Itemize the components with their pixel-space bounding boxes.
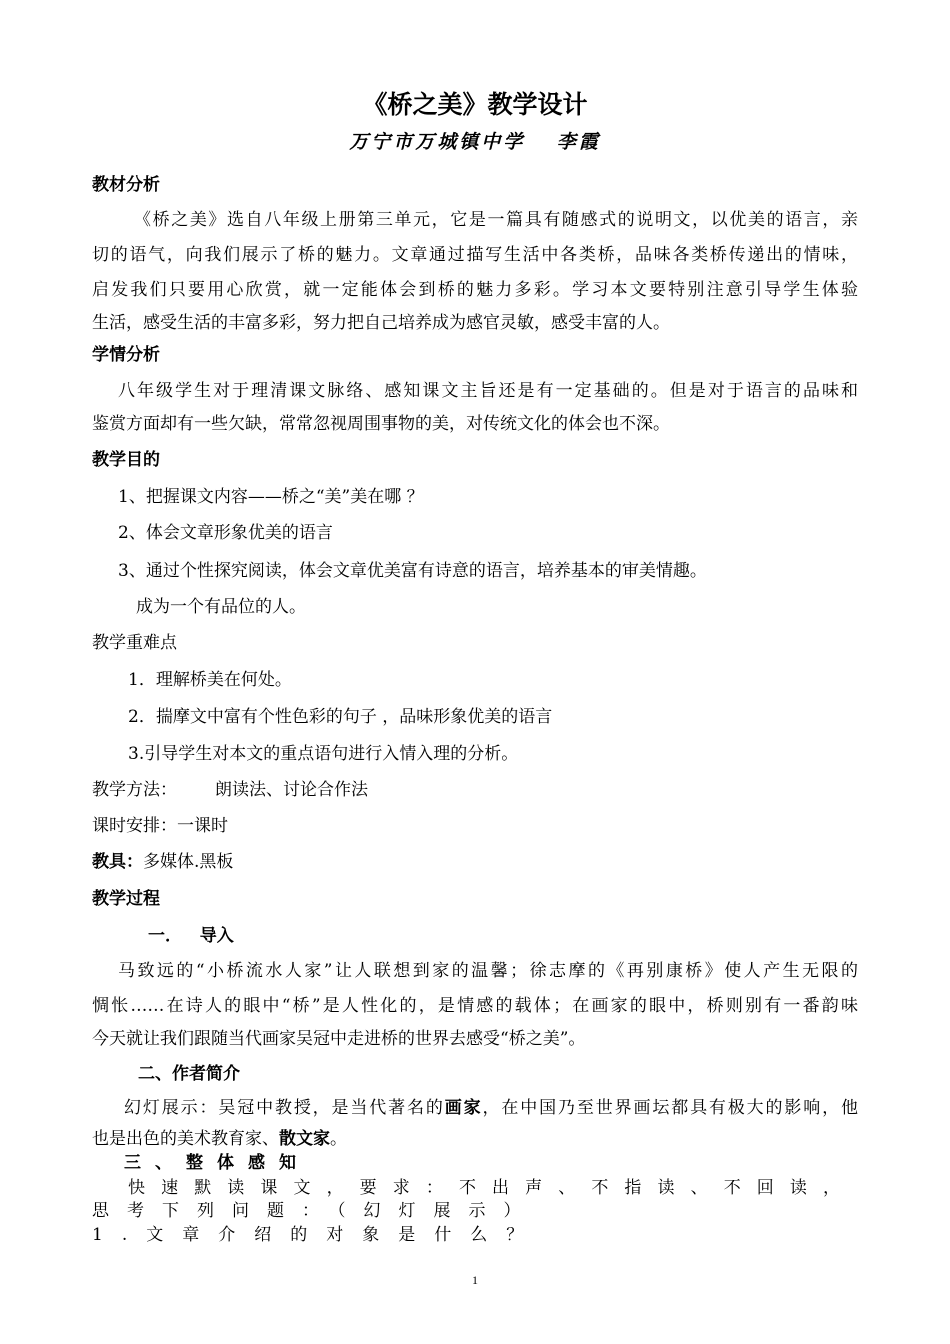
teaching-method-label: 教学方法：	[92, 780, 177, 800]
paragraph-line: 启发我们只要用心欣赏，就一定能体会到桥的魅力多彩。学习本文要特别注意引导学生体验	[92, 280, 858, 300]
paragraph-line: 惆怅……在诗人的眼中“桥”是人性化的，是情感的载体；在画家的眼中，桥则别有一番韵味	[92, 996, 858, 1016]
tools-value: 多媒体.黑板	[143, 852, 234, 872]
key-item: 3.引导学生对本文的重点语句进行入情入理的分析。	[128, 744, 519, 764]
step-heading-intro: 一． 导入	[148, 926, 234, 946]
text-span: 。	[330, 1129, 347, 1149]
teaching-method-row	[92, 777, 862, 803]
goal-item: 2、体会文章形象优美的语言	[118, 523, 333, 543]
key-item: 2．揣摩文中富有个性色彩的句子 ，品味形象优美的语言	[128, 707, 553, 727]
text-span: 幻灯展示：吴冠中教授，是当代著名的	[124, 1098, 445, 1118]
paragraph-line: 《桥之美》选自八年级上册第三单元，它是一篇具有随感式的说明文，以优美的语言，亲	[134, 210, 858, 230]
paragraph-line: 马致远的“小桥流水人家”让人联想到家的温馨；徐志摩的《再别康桥》使人产生无限的	[118, 961, 858, 981]
step-heading-overview: 三、整体感知	[124, 1153, 310, 1173]
teaching-method-value: 朗读法、讨论合作法	[215, 780, 368, 800]
paragraph-line: 快速默读课文，要求：不出声、不指读、不回读，	[128, 1178, 840, 1198]
paragraph-line: 思考下列问题：（幻灯展示）	[92, 1201, 539, 1221]
paragraph-line	[92, 1126, 862, 1152]
paragraph-line	[124, 1095, 858, 1121]
paragraph-line: 八年级学生对于理清课文脉络、感知课文主旨还是有一定基础的。但是对于语言的品味和	[118, 381, 858, 401]
page-number: 1	[472, 1273, 478, 1287]
author-line: 万宁市万城镇中学 李霞	[349, 131, 601, 153]
section-heading-goals: 教学目的	[92, 450, 160, 470]
goal-item: 成为一个有品位的人。	[136, 597, 306, 617]
goal-item: 1、把握课文内容——桥之“美”美在哪 ？	[118, 487, 424, 507]
section-heading-keys: 教学重难点	[92, 633, 177, 653]
tools-label: 教具：	[92, 852, 143, 872]
step-heading-author: 二、作者简介	[138, 1064, 240, 1084]
text-span: ，在中国乃至世界画坛都具有极大的影响，他	[482, 1098, 859, 1118]
goal-item: 3、通过个性探究阅读，体会文章优美富有诗意的语言，培养基本的审美情趣。	[118, 561, 707, 581]
question-item: 1.文章介绍的对象是什么？	[92, 1225, 543, 1245]
paragraph-line: 鉴赏方面却有一些欠缺，常常忽视周围事物的美，对传统文化的体会也不深。	[92, 414, 670, 434]
paragraph-line: 今天就让我们跟随当代画家吴冠中走进桥的世界去感受“桥之美”。	[92, 1029, 586, 1049]
document-title: 《桥之美》教学设计	[362, 90, 588, 119]
key-item: 1．理解桥美在何处。	[128, 670, 292, 690]
paragraph-line: 生活，感受生活的丰富多彩，努力把自己培养成为感官灵敏，感受丰富的人。	[92, 313, 670, 333]
schedule-line: 课时安排：一课时	[92, 816, 228, 836]
tools-row	[92, 849, 862, 875]
bold-term: 散文家	[279, 1129, 330, 1149]
paragraph-line: 切的语气，向我们展示了桥的魅力。文章通过描写生活中各类桥，品味各类桥传递出的情味，	[92, 245, 858, 265]
section-heading-process: 教学过程	[92, 889, 160, 909]
text-span: 也是出色的美术教育家、	[92, 1129, 279, 1149]
section-heading-student: 学情分析	[92, 345, 160, 365]
bold-term: 画家	[444, 1098, 483, 1118]
section-heading-material: 教材分析	[92, 175, 160, 195]
